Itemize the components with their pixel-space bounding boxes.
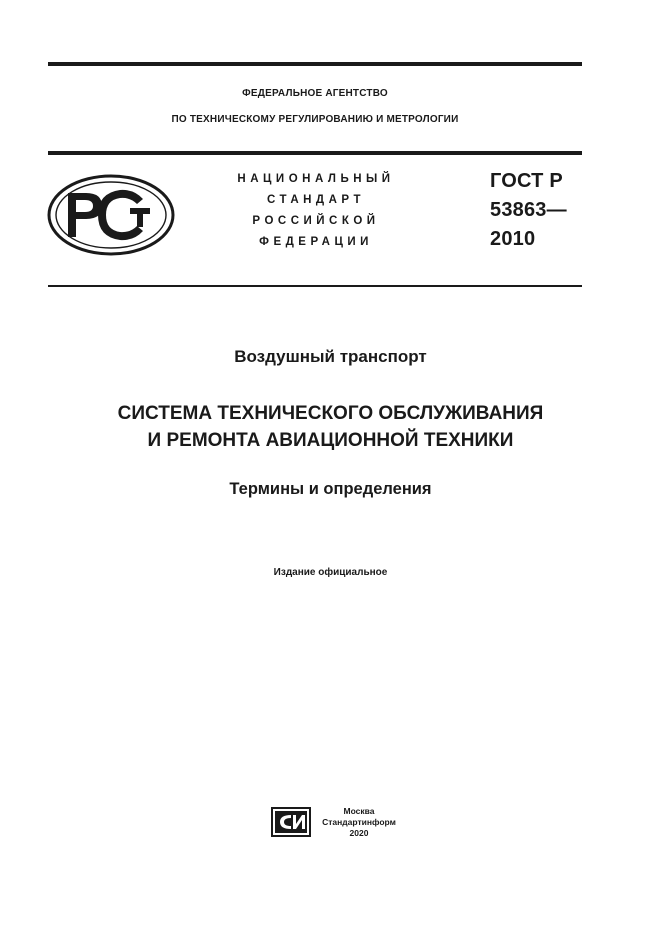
publisher-name: Стандартинформ [322, 817, 396, 827]
publisher-city: Москва [343, 806, 375, 816]
national-standard-label [196, 169, 436, 253]
agency-name-line-1: ФЕДЕРАЛЬНОЕ АГЕНТСТВО [242, 88, 388, 99]
designation-line: ГОСТ Р [490, 170, 563, 192]
agency-name-line-2: ПО ТЕХНИЧЕСКОМУ РЕГУЛИРОВАНИЮ И МЕТРОЛОГИИ [171, 114, 459, 125]
publication-year: 2020 [349, 828, 369, 838]
rst-certification-mark-icon [46, 173, 176, 257]
standard-type-line: СТАНДАРТ [267, 194, 365, 206]
title-line: И РЕМОНТА АВИАЦИОННОЙ ТЕХНИКИ [147, 430, 514, 451]
designation-line: 53863— [490, 199, 567, 221]
standard-designation [490, 167, 567, 254]
designation-line: 2010 [490, 228, 536, 250]
standard-type-line: НАЦИОНАЛЬНЫЙ [237, 173, 395, 185]
standartinform-logo-icon [271, 807, 311, 837]
document-subtitle: Термины и определения [229, 480, 432, 498]
document-title [0, 400, 661, 454]
standard-type-line: ФЕДЕРАЦИИ [259, 236, 373, 248]
edition-note: Издание официальное [273, 567, 388, 578]
header-divider-rule [48, 151, 582, 155]
header-bottom-rule [48, 285, 582, 287]
publisher-info [314, 806, 404, 839]
top-rule [48, 62, 582, 66]
standard-type-line: РОССИЙСКОЙ [252, 215, 380, 227]
document-subject: Воздушный транспорт [234, 347, 427, 366]
title-line: СИСТЕМА ТЕХНИЧЕСКОГО ОБСЛУЖИВАНИЯ [117, 403, 544, 424]
